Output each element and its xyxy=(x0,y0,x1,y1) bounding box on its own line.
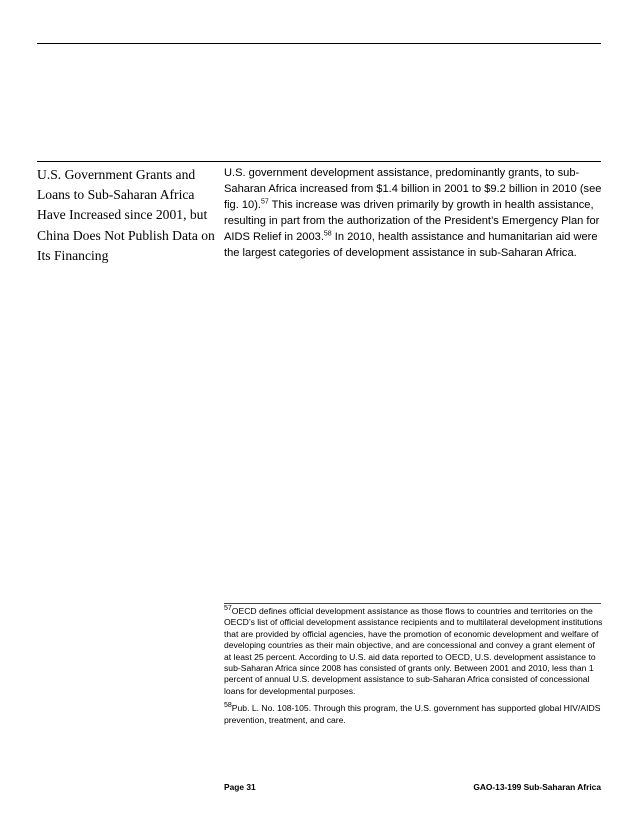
footnote-ref-58: 58 xyxy=(323,229,332,237)
body-text-part-3: In 2010, health assistance and humanitarian aid were the largest categories of development assistance in sub-Saharan Africa. xyxy=(224,230,598,259)
footnote-number: 57 xyxy=(224,605,232,613)
body-text-part-1: U.S. government development assistance, predominantly grants, to sub-Saharan Africa increased from $1.4 billion in 2001 to $9.2 billion in 2010 (see fig. 10). xyxy=(224,167,602,211)
top-rule xyxy=(37,43,601,44)
report-identifier: GAO-13-199 Sub-Saharan Africa xyxy=(473,782,601,792)
section-heading: U.S. Government Grants and Loans to Sub-Saharan Africa Have Increased since 2001, but China Does Not Publish Data on Its Financing xyxy=(37,167,215,263)
footnote-text: OECD defines official development assistance as those flows to countries and territories on the OECD’s list of official development assistance recipients and to multilateral development institutions that are provided by official agencies, have the promotion of economic development and welfare of developing countries as their main objective, and are concessional and convey a grant element of at least 25 percent. According to U.S. aid data reported to OECD, U.S. development assistance to sub-Saharan Africa since 2008 has consisted of grants only. Between 2001 and 2010, less than 1 percent of annual U.S. development assistance to sub-Saharan Africa consisted of concessional loans for developmental purposes. xyxy=(224,606,603,696)
footnote-number: 58 xyxy=(224,702,232,710)
section-rule xyxy=(37,161,601,162)
footnote-separator xyxy=(224,603,601,604)
footnote-58 xyxy=(224,703,604,726)
footnotes xyxy=(224,606,604,732)
footnote-text: Pub. L. No. 108-105. Through this program, the U.S. government has supported global HIV/AIDS prevention, treatment, and care. xyxy=(224,703,601,725)
footnote-ref-57: 57 xyxy=(261,198,269,206)
footnote-57 xyxy=(224,606,604,697)
page-number: Page 31 xyxy=(224,782,256,792)
body-text-part-2: This increase was driven primarily by growth in health assistance, resulting in part from the authorization of the President’s Emergency Plan for AIDS Relief in 2003. xyxy=(224,198,600,243)
body-paragraph xyxy=(224,166,604,261)
